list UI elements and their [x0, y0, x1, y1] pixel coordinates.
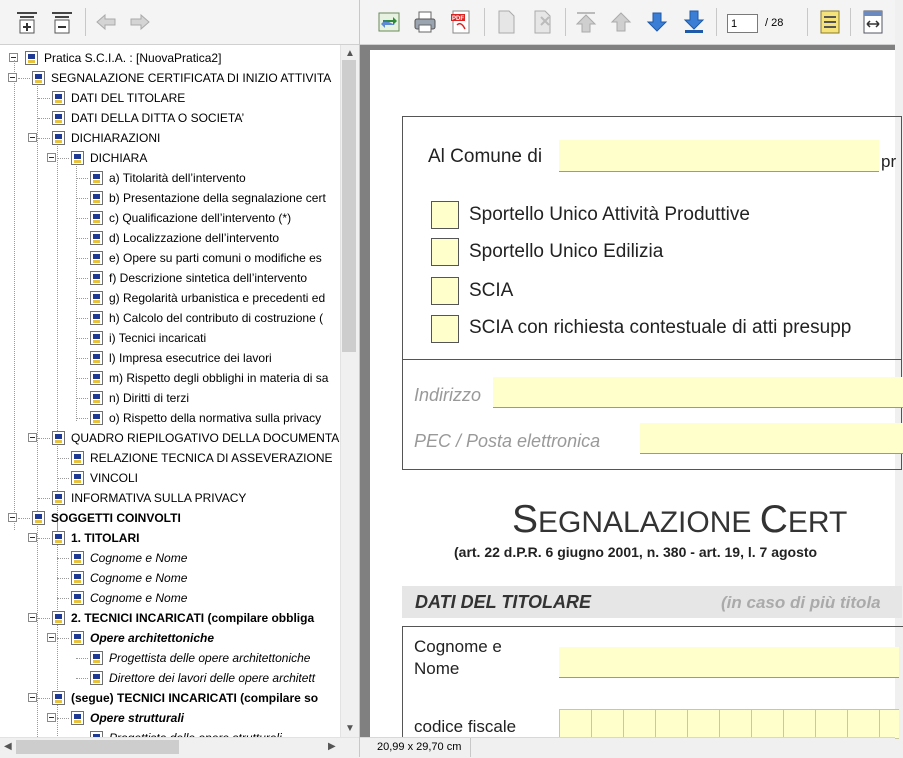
last-page-icon[interactable]	[681, 9, 707, 35]
document-node-icon	[90, 671, 103, 685]
tree-item[interactable]	[0, 468, 340, 488]
document-node-icon	[71, 631, 84, 645]
tree-item[interactable]	[0, 148, 340, 168]
tree-item[interactable]	[0, 508, 340, 528]
tree-item[interactable]	[0, 228, 340, 248]
tree-root-label: Pratica S.C.I.A. : [NuovaPratica2]	[44, 51, 222, 65]
divider	[402, 359, 902, 360]
tree-item[interactable]	[0, 568, 340, 588]
refresh-icon[interactable]	[376, 9, 402, 35]
document-node-icon	[71, 471, 84, 485]
al-comune-suffix: pr	[881, 152, 897, 171]
tree-item-label: Opere architettoniche	[90, 631, 215, 645]
tree-item-label: n) Diritti di terzi	[109, 391, 190, 405]
tree-scroll-thumb[interactable]	[342, 60, 356, 352]
first-page-icon[interactable]	[573, 9, 599, 35]
tree-toolbar	[0, 0, 359, 45]
document-node-icon	[71, 711, 84, 725]
collapse-toggle-icon[interactable]	[28, 433, 37, 442]
back-icon[interactable]	[93, 9, 119, 35]
print-icon[interactable]	[412, 9, 438, 35]
tree-item-label: VINCOLI	[90, 471, 139, 485]
document-node-icon	[90, 331, 103, 345]
collapse-toggle-icon[interactable]	[28, 693, 37, 702]
tree-item[interactable]	[0, 288, 340, 308]
document-node-icon	[52, 531, 65, 545]
tree-item-label: Opere strutturali	[90, 711, 185, 725]
tree-item-label: DICHIARA	[90, 151, 148, 165]
prev-page-icon[interactable]	[608, 9, 634, 35]
tree-item[interactable]	[0, 368, 340, 388]
tree-hscroll-thumb[interactable]	[16, 740, 179, 754]
tree-item-label: e) Opere su parti comuni o modifiche es	[109, 251, 322, 265]
section-note: (in caso di più titola	[721, 593, 881, 612]
svg-text:PDF: PDF	[452, 16, 464, 22]
tree-item[interactable]	[0, 668, 340, 688]
tree-item-label: SOGGETTI COINVOLTI	[51, 511, 181, 525]
page-delete-icon[interactable]	[529, 9, 555, 35]
indirizzo-field[interactable]	[493, 377, 903, 408]
tree-item[interactable]	[0, 248, 340, 268]
document-node-icon	[90, 351, 103, 365]
tree-item[interactable]	[0, 388, 340, 408]
document-node-icon	[52, 91, 65, 105]
tree-item-label: c) Qualificazione dell’intervento (*)	[109, 211, 292, 225]
document-node-icon	[90, 231, 103, 245]
document-node-icon	[52, 111, 65, 125]
forward-icon[interactable]	[127, 9, 153, 35]
collapse-toggle-icon[interactable]	[8, 513, 17, 522]
tree-item-label: m) Rispetto degli obblighi in materia di sa	[109, 371, 329, 385]
tree-item[interactable]	[0, 448, 340, 468]
document-node-icon	[52, 431, 65, 445]
next-page-icon[interactable]	[644, 9, 670, 35]
tree-item[interactable]	[0, 628, 340, 648]
tree-item[interactable]	[0, 68, 340, 88]
collapse-toggle-icon[interactable]	[47, 153, 56, 162]
page-icon[interactable]	[493, 9, 519, 35]
document-title: SEGNALAZIONE CERT	[512, 498, 848, 541]
document-node-icon	[71, 591, 84, 605]
document-node-icon	[90, 191, 103, 205]
tree-item-label: SEGNALAZIONE CERTIFICATA DI INIZIO ATTIVITA	[51, 71, 332, 85]
tree-item[interactable]	[0, 328, 340, 348]
checkbox-scia[interactable]	[431, 277, 459, 305]
tree-item[interactable]	[0, 608, 340, 628]
codice-fiscale-label: codice fiscale	[414, 717, 517, 736]
tree-item[interactable]	[0, 208, 340, 228]
tree-item-label: f) Descrizione sintetica dell’intervento	[109, 271, 308, 285]
pec-label: PEC / Posta elettronica	[414, 431, 601, 451]
collapse-toggle-icon[interactable]	[28, 133, 37, 142]
tree-item-label: b) Presentazione della segnalazione cert	[109, 191, 326, 205]
document-node-icon	[90, 311, 103, 325]
cognome-nome-field[interactable]	[559, 647, 899, 678]
checkbox-suap[interactable]	[431, 201, 459, 229]
pec-field[interactable]	[640, 423, 903, 454]
pdf-icon[interactable]	[448, 9, 474, 35]
cognome-nome-label: Cognome e Nome	[414, 637, 502, 678]
tree-item[interactable]	[0, 488, 340, 508]
tree-item-label: Cognome e Nome	[90, 571, 188, 585]
collapse-toggle-icon[interactable]	[47, 633, 56, 642]
collapse-all-icon[interactable]	[49, 9, 75, 35]
checkbox-scia-atti[interactable]	[431, 315, 459, 343]
document-node-icon	[90, 371, 103, 385]
tree-item[interactable]	[0, 648, 340, 668]
indirizzo-label: Indirizzo	[414, 385, 482, 405]
tree-item-label: (segue) TECNICI INCARICATI (compilare so	[71, 691, 319, 705]
tree-item[interactable]	[0, 88, 340, 108]
expand-all-icon[interactable]	[14, 9, 40, 35]
tree-item[interactable]	[0, 108, 340, 128]
document-node-icon	[90, 391, 103, 405]
document-node-icon	[90, 291, 103, 305]
document-node-icon	[71, 571, 84, 585]
tree-item-label: d) Localizzazione dell’intervento	[109, 231, 280, 245]
document-page	[370, 50, 895, 737]
document-node-icon	[52, 611, 65, 625]
viewer-toolbar	[360, 0, 895, 45]
tree-item-label: i) Tecnici incaricati	[109, 331, 207, 345]
tree-item-label: 2. TECNICI INCARICATI (compilare obbliga	[71, 611, 315, 625]
tree-item-label: g) Regolarità urbanistica e precedenti ed	[109, 291, 326, 305]
tree-item[interactable]	[0, 588, 340, 608]
option-scia-atti: SCIA con richiesta contestuale di atti presupp	[469, 317, 852, 338]
page-size-status: 20,99 x 29,70 cm	[377, 741, 462, 753]
tree-item-label: Progettista delle opere architettoniche	[109, 651, 311, 665]
document-node-icon	[32, 511, 45, 525]
tree-item[interactable]	[0, 128, 340, 148]
tree-item-label: DICHIARAZIONI	[71, 131, 161, 145]
document-node-icon	[52, 691, 65, 705]
notes-icon[interactable]	[817, 9, 843, 35]
document-node-icon	[90, 651, 103, 665]
codice-fiscale-field[interactable]	[559, 709, 899, 739]
tree-item[interactable]	[0, 408, 340, 428]
document-node-icon	[71, 151, 84, 165]
tree-item[interactable]	[0, 428, 340, 448]
document-node-icon	[71, 451, 84, 465]
checkbox-sue[interactable]	[431, 238, 459, 266]
tree-item-label: l) Impresa esecutrice dei lavori	[109, 351, 272, 365]
tree-item-label: o) Rispetto della normativa sulla privacy	[109, 411, 322, 425]
document-node-icon	[25, 51, 38, 65]
codice-fiscale-cells	[559, 709, 899, 739]
scroll-up-icon[interactable]: ▲	[345, 48, 355, 59]
tree-item[interactable]	[0, 308, 340, 328]
document-subtitle: (art. 22 d.P.R. 6 giugno 2001, n. 380 - art. 19, l. 7 agosto	[454, 544, 818, 560]
tree-item[interactable]	[0, 168, 340, 188]
tree-item[interactable]	[0, 188, 340, 208]
tree-item-label: Direttore dei lavori delle opere architett	[109, 671, 316, 685]
document-node-icon	[52, 491, 65, 505]
tree-item-label: RELAZIONE TECNICA DI ASSEVERAZIONE	[90, 451, 333, 465]
document-node-icon	[90, 251, 103, 265]
collapse-toggle-icon[interactable]	[8, 73, 17, 82]
tree-item[interactable]	[0, 528, 340, 548]
option-scia: SCIA	[469, 280, 514, 301]
collapse-toggle-icon[interactable]	[28, 533, 37, 542]
scroll-right-icon[interactable]: ▶	[328, 741, 336, 752]
page-total: / 28	[765, 17, 784, 29]
tree-item[interactable]	[0, 548, 340, 568]
document-node-icon	[90, 411, 103, 425]
collapse-toggle-icon[interactable]	[47, 713, 56, 722]
scroll-left-icon[interactable]: ◀	[4, 741, 12, 752]
tree-item[interactable]	[0, 348, 340, 368]
document-node-icon	[32, 71, 45, 85]
al-comune-label: Al Comune di	[428, 146, 543, 167]
document-node-icon	[90, 171, 103, 185]
tree-item-label: Cognome e Nome	[90, 591, 188, 605]
tree-item-label: Cognome e Nome	[90, 551, 188, 565]
collapse-toggle-icon[interactable]	[28, 613, 37, 622]
document-node-icon	[71, 551, 84, 565]
comune-field[interactable]	[559, 140, 879, 172]
option-suap: Sportello Unico Attività Produttive	[469, 204, 750, 225]
document-tree[interactable]	[0, 45, 340, 737]
status-bar	[360, 737, 895, 758]
scroll-down-icon[interactable]: ▼	[345, 723, 355, 734]
page-number-input[interactable]: 1	[727, 14, 758, 33]
tree-item-label: DATI DELLA DITTA O SOCIETA’	[71, 111, 245, 125]
option-sue: Sportello Unico Edilizia	[469, 241, 664, 262]
tree-item-label: QUADRO RIEPILOGATIVO DELLA DOCUMENTA	[71, 431, 340, 445]
section-title: DATI DEL TITOLARE	[415, 592, 592, 612]
tree-item-label: INFORMATIVA SULLA PRIVACY	[71, 491, 247, 505]
tree-item-label: 1. TITOLARI	[71, 531, 140, 545]
document-node-icon	[90, 211, 103, 225]
fit-width-icon[interactable]	[860, 9, 886, 35]
tree-item-label: a) Titolarità dell’intervento	[109, 171, 246, 185]
tree-item-label: h) Calcolo del contributo di costruzione (	[109, 311, 324, 325]
tree-item[interactable]	[0, 268, 340, 288]
tree-item[interactable]	[0, 708, 340, 728]
document-node-icon	[52, 131, 65, 145]
tree-item-label: DATI DEL TITOLARE	[71, 91, 186, 105]
tree-item[interactable]	[0, 688, 340, 708]
document-node-icon	[90, 271, 103, 285]
tree-root[interactable]	[0, 48, 340, 68]
